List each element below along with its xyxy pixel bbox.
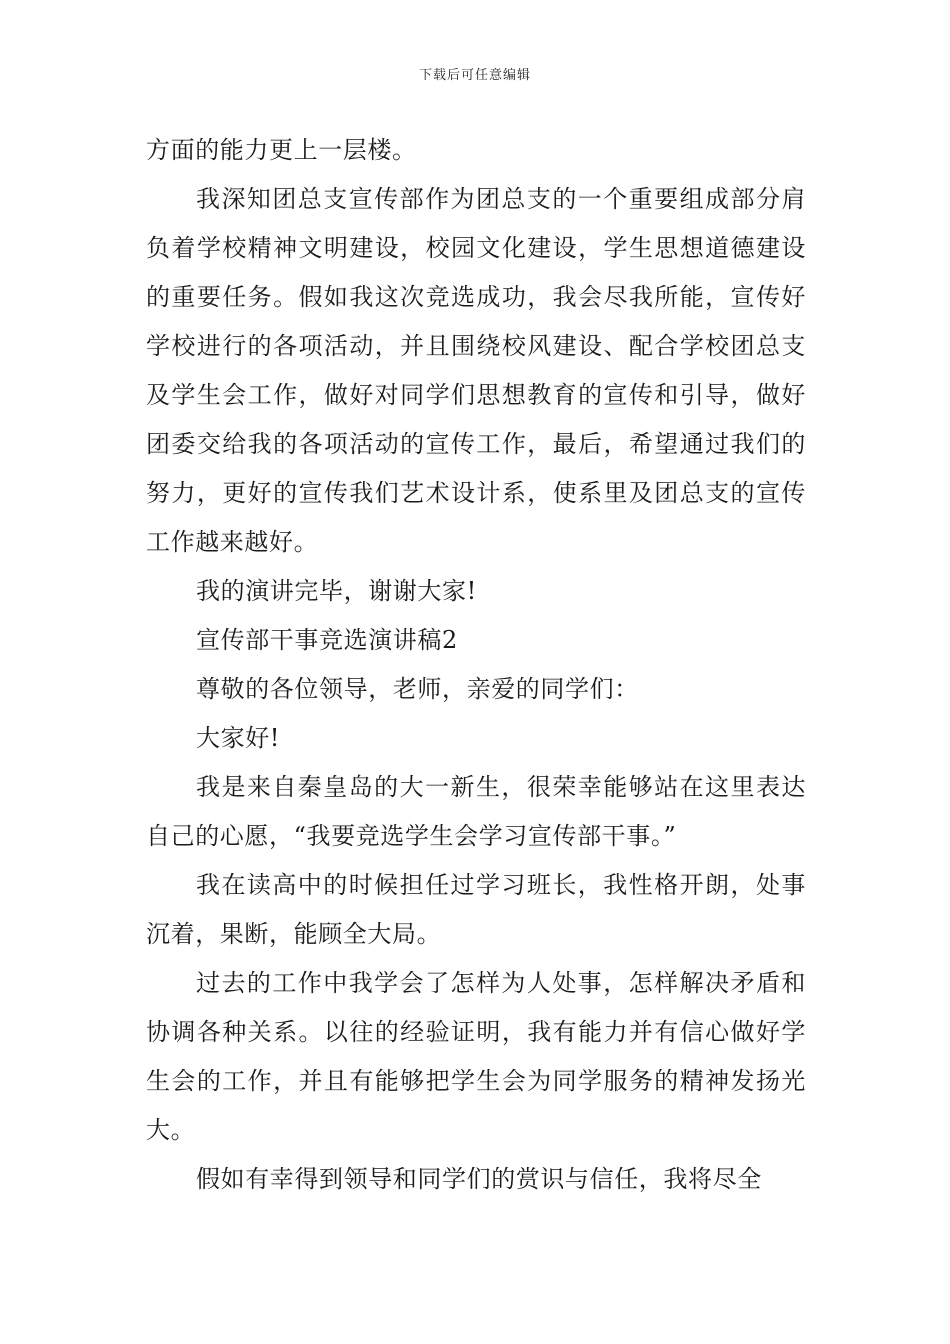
salutation: 尊敬的各位领导，老师，亲爱的同学们： [196,675,639,703]
paragraph-1: 方面的能力更上一层楼。 [146,136,417,164]
paragraph-10: 假如有幸得到领导和同学们的赏识与信任，我将尽全 [196,1165,762,1193]
paragraph-8: 我在读高中的时候担任过学习班长，我性格开朗，处事沉着，果断，能顾全大局。 [146,871,806,948]
paragraph-9: 过去的工作中我学会了怎样为人处事，怎样解决矛盾和协调各种关系。以往的经验证明，我有能力并有信心做好学生会的工作，并且有能够把学生会为同学服务的精神发扬光大。 [146,969,806,1144]
paragraph-7: 我是来自秦皇岛的大一新生，很荣幸能够站在这里表达自己的心愿，“我要竞选学生会学习宣传部干事。” [146,773,806,850]
document-body [146,126,806,1204]
section-title: 宣传部干事竞选演讲稿2 [196,626,458,654]
page-header-note: 下载后可任意编辑 [418,68,531,83]
greeting: 大家好! [196,724,281,752]
paragraph-2: 我深知团总支宣传部作为团总支的一个重要组成部分肩负着学校精神文明建设，校园文化建设，学生思想道德建设的重要任务。假如我这次竞选成功，我会尽我所能，宣传好学校进行的各项活动，并且围绕校风建设、配合学校团总支及学生会工作，做好对同学们思想教育的宣传和引导，做好团委交给我的各项活动的宣传工作，最后，希望通过我们的努力，更好的宣传我们艺术设计系，使系里及团总支的宣传工作越来越好。 [146,185,806,556]
paragraph-3: 我的演讲完毕，谢谢大家! [196,577,477,605]
